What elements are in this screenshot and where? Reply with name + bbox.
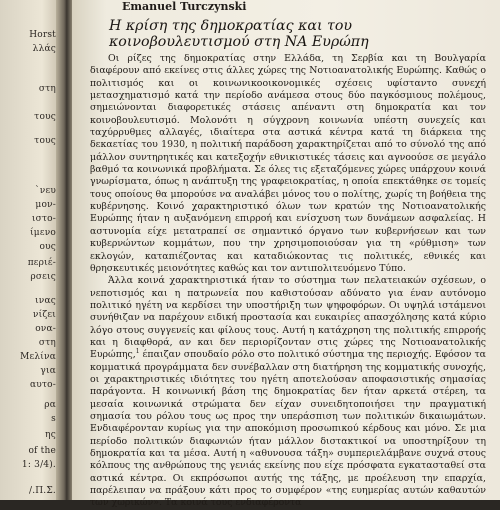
chapter-title (109, 18, 469, 50)
left-page-fragment: αυτο- (30, 380, 56, 390)
paragraph-1: Οι ρίζες της δημοκρατίας στην Ελλάδα, τη Σερβία και τη Βουλγαρία διαφέρουν από εκείνες στις άλλες χώρες της Νοτιοανατολικής Ευρώπης. Καθώς ο πολιτισμός και οι κοινωνικοοικονομικές σχέσεις υφίσταντο συνεχή μετασχηματισμό κατά την περίοδο ανάμεσα στους δύο παγκόσμιους πολέμους, σημειώνονται διαφορετικές στάσεις απέναντι στη δημοκρατία και τον κοινοβουλευτισμό. Μολονότι η σύγχρονη κοινωνία υπέστη συνεχείς και ταχύρρυθμες αλλαγές, ιδιαίτερα στα αστικά κέντρα κατά τη διάρκεια της δεκαετίας του 1930, η πολιτική παράδοση χαρακτηρίζεται από το σύνολό της από μάλλον συντηρητικές και κατεξοχήν εθνικιστικές τάσεις και αγνοούσε σε μεγάλο βαθμό τα κοινωνικά προβλήματα. Σε όλες τις εξεταζόμενες χώρες υπάρχουν κοινά γνωρίσματα, όπως η ανάπτυξη της γραφειοκρατίας, η οποία επεκτάθηκε σε τομείς τους οποίους θα μπορούσε να αναλάβει μόνος του ο πολίτης, χωρίς τη βοήθεια της κυβέρνησης. Κοινό χαρακτηριστικό όλων των κρατών της Νοτιοανατολικής Ευρώπης ήταν η αυξανόμενη επιρροή και ενίσχυση των δυνάμεων ασφαλείας. Η αστυνομία είχε μετατραπεί σε σημαντικό όργανο των κυβερνήσεων και των κυβερνώντων κομμάτων, που την χρησιμοποιούσαν για τη «ρύθμιση» των εκλογών, καταπιέζοντας και καταδιώκοντας τις πολιτικές, εθνικές και θρησκευτικές μειονότητες καθώς και τον αντιπολιτευόμενο Τύπο. (90, 53, 486, 274)
left-page-fragment: λλάς (32, 44, 56, 54)
left-page-fragment: στη (38, 338, 56, 348)
left-page-fragment: Μελίνα (20, 352, 56, 362)
left-page-fragment: μον- (35, 200, 56, 210)
left-page-fragment: 1: 3/4). (21, 460, 56, 470)
left-page-fragment: ̀νευ (39, 186, 56, 196)
left-page-fragment: of the (28, 446, 56, 456)
left-page-fragment: τους (34, 112, 56, 122)
left-page-fragment: s (51, 414, 56, 424)
left-page-fragment: τους (34, 136, 56, 146)
footnote-marker: 1 (135, 348, 140, 356)
left-page-fragment: νίζει (32, 310, 56, 320)
left-page-margin (0, 0, 60, 500)
paragraph-2 (90, 275, 486, 510)
left-page-fragment: ονα- (35, 324, 56, 334)
paragraph-2-bridge: έπαιζαν (142, 349, 181, 361)
left-page-fragment: ίμενο (30, 228, 56, 238)
paragraph-2-text: Άλλα κοινά χαρακτηριστικά ήταν το σύστημα των πελατειακών σχέσεων, ο νεποτισμός και η πατρωνεία που καθιστούσαν αδύνατο για έναν αυτόνομο πολιτικό ηγέτη να κερδίσει την υποστήριξη των ψηφοφόρων. Οι υψηλά ιστάμενοι συνήθιζαν να παρέχουν ειδική προστασία και ευκαιρίες απασχόλησης κατά κύριο λόγο στους συγγενείς και φίλους τους. Αυτή η κατάχρηση της πολιτικής επιρροής και η διαφθορά, αν και δεν περιορίζονταν στις χώρες της Νοτιοανατολικής Ευρώπης, (90, 275, 486, 361)
right-page (72, 0, 500, 509)
left-page-fragment: ρα (44, 400, 56, 410)
body-text (90, 53, 486, 510)
running-header-author: Emanuel Turczynski (122, 0, 247, 13)
chapter-title-line-1: Η κρίση της δημοκρατίας και του (109, 18, 353, 34)
left-page-fragment: ινας (35, 296, 56, 306)
left-page-fragment: για (40, 366, 56, 376)
left-page-fragment: περιέ- (27, 258, 56, 268)
paragraph-2-continued: σπουδαίο ρόλο στο πολιτικό σύστημα της περιοχής. Εφόσον τα κομματικά προγράμματα δεν συνέβαλλαν στη διατήρηση της κομματικής συνοχής, οι χαρακτηριστικές ιδιότητες του ηγέτη αποτελούσαν αποφασιστικής σημασίας παράγοντα. Η κοινωνική βάση της δημοκρατίας δεν ήταν αρκετά στέρεη, τα μεσαία κοινωνικά στρώματα δεν είχαν συνειδητοποιήσει την πραγματική σημασία του ρόλου τους ως προς την υπεράσπιση των πολιτικών δικαιωμάτων. Ενδιαφέρονταν κυρίως για την αποκόμιση προσωπικού κέρδους και μόνο. Σε μια περίοδο πολιτικών διαφωνιών ήταν μάλλον διστακτικοί να υποστηρίξουν τη δημοκρατία και τα μέσα. Αυτή η «αθυνουσα τάξη» συμπεριελάμβανε συχνά στους κόλπους της ανθρώπους της γενιάς εκείνης που είχε πρόσφατα εγκατασταθεί στα αστικά κέντρα. Οι εκπρόσωποι αυτής της τάξης, με προέλευση την επαρχία, παρέλειπαν να πράξουν κάτι προς το συμφέρον «της ευημερίας αυτών καθαυτών των χωρικών». Τα κοινά τους ενδιαφέροντα (90, 349, 487, 509)
left-page-fragment: ους (39, 242, 56, 252)
left-page-fragment: Horst (29, 30, 56, 40)
left-page-fragment: ιστο- (31, 214, 56, 224)
left-page-fragment: στη (38, 84, 56, 94)
left-page-fragment: ης (45, 430, 56, 440)
chapter-title-line-2: κοινοβουλευτισμού στη ΝΑ Ευρώπη (109, 34, 369, 50)
left-page-fragment: ρσεις (30, 272, 56, 282)
left-page-fragment: /.Π.Σ. (28, 486, 56, 496)
